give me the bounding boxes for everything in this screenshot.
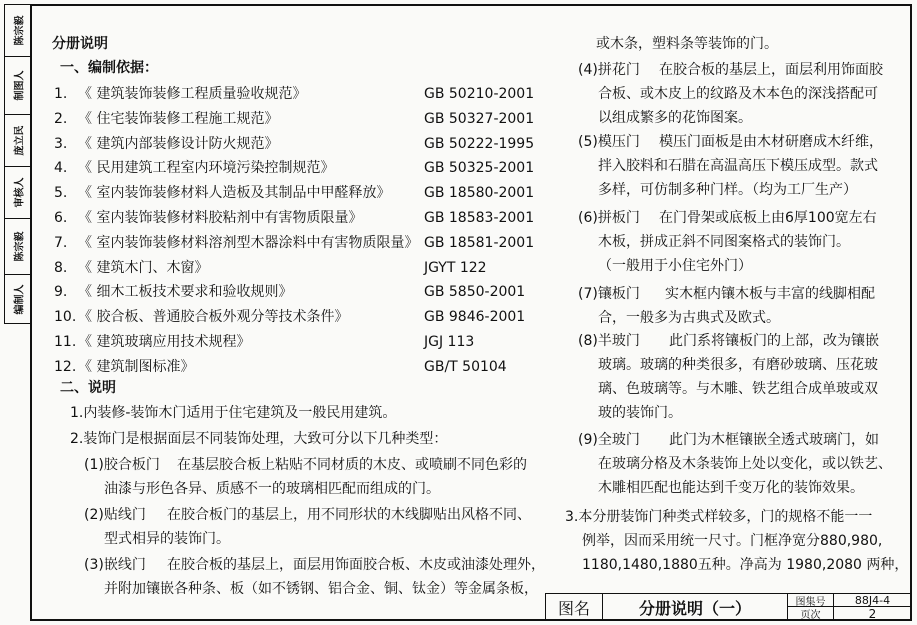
sidebar-strip xyxy=(4,4,30,324)
note-paragraph: 例举，因而采用统一尺寸。门框净宽分880,980, xyxy=(582,533,883,549)
note-paragraph: 1180,1480,1880五种。净高为 1980,2080 两种， xyxy=(582,557,909,573)
door-type-label: (7)镶板门 xyxy=(578,286,640,302)
standard-code: GB 50210-2001 xyxy=(424,86,535,102)
standard-title: 《 建筑玻璃应用技术规程》 xyxy=(78,334,251,350)
door-type-label: (6)拼板门 xyxy=(578,210,640,226)
door-type-text: 实木框内镶木板与丰富的线脚相配 xyxy=(665,286,875,302)
door-type-text: 拌入胶料和石腊在高温高压下模压成型。款式 xyxy=(598,158,878,174)
standard-title: 《 民用建筑工程室内环境污染控制规范》 xyxy=(78,160,335,176)
page-number: 2 xyxy=(868,606,877,621)
sidebar-label: 庞立民 xyxy=(14,125,25,156)
continued-text: 或木条，塑料条等装饰的门。 xyxy=(596,36,778,52)
door-type-label: (3)嵌线门 xyxy=(84,557,146,573)
standard-number: 11. xyxy=(54,334,77,350)
standard-title: 《 室内装饰装修材料溶剂型木器涂料中有害物质限量》 xyxy=(78,235,419,251)
door-type-text: 在门骨架或底板上由6厚100宽左右 xyxy=(659,210,877,226)
door-type-text: 并附加镶嵌各种条、板（如不锈钢、铝合金、铜、钛金）等金属条板， xyxy=(104,581,538,597)
section-heading: 分册说明 xyxy=(52,36,108,52)
door-type-label: (8)半玻门 xyxy=(578,333,640,349)
sidebar-label: 制图人 xyxy=(14,70,25,101)
standard-code: JGYT 122 xyxy=(424,260,487,276)
sidebar-cell xyxy=(5,275,30,324)
sidebar-cell xyxy=(5,167,30,219)
atlas-number-label: 图集号 xyxy=(788,594,834,607)
standard-number: 12. xyxy=(54,359,77,375)
door-type-text: 玻的装饰门。 xyxy=(598,405,682,421)
standard-code: GB 50222-1995 xyxy=(424,136,535,152)
sidebar-cell xyxy=(5,57,30,115)
standard-code: GB 50325-2001 xyxy=(424,160,535,176)
door-type-text: 多样，可仿制多种门样。（均为工厂生产） xyxy=(598,182,857,198)
standard-code: GB 18580-2001 xyxy=(424,185,535,201)
standard-number: 4. xyxy=(54,160,68,176)
door-type-text: 模压门面板是由木材研磨成木纤维， xyxy=(659,134,883,150)
title-block xyxy=(545,593,912,621)
standard-number: 5. xyxy=(54,185,68,201)
standard-code: GB 50327-2001 xyxy=(424,111,535,127)
door-type-text: 在胶合板的基层上，面层利用饰面胶 xyxy=(659,62,883,78)
standard-code: GB 18581-2001 xyxy=(424,235,535,251)
standard-number: 7. xyxy=(54,235,68,251)
door-type-label: (9)全玻门 xyxy=(578,432,640,448)
door-type-text: 合板、或木皮上的纹路及木本色的深浅搭配可 xyxy=(598,86,878,102)
standard-number: 9. xyxy=(54,284,68,300)
sidebar-label: 陈宗毅 xyxy=(14,15,25,46)
section-title-basis: 一、编制依据： xyxy=(60,60,158,76)
standard-title: 《 胶合板、普通胶合板外观分等技术条件》 xyxy=(78,309,349,325)
standard-title: 《 室内装饰装修材料胶粘剂中有害物质限量》 xyxy=(78,210,363,226)
door-type-text: 型式相异的装饰门。 xyxy=(104,531,230,547)
door-type-label: (4)拼花门 xyxy=(578,62,640,78)
door-type-label: (5)模压门 xyxy=(578,134,640,150)
door-type-text: 木板，拼成正斜不同图案格式的装饰门。 xyxy=(598,234,850,250)
door-type-text: 油漆与形色各异、质感不一的玻璃相匹配而组成的门。 xyxy=(104,481,440,497)
door-type-text: （一般用于小住宅外门） xyxy=(598,258,752,274)
note-paragraph: 1.内装修-装饰木门适用于住宅建筑及一般民用建筑。 xyxy=(70,405,397,421)
sidebar-label: 编制人 xyxy=(14,284,25,315)
standard-number: 6. xyxy=(54,210,68,226)
door-type-text: 在胶合板门的基层上，用不同形状的木线脚贴出风格不同、 xyxy=(167,507,531,523)
standard-title: 《 建筑内部装修设计防火规范》 xyxy=(78,136,279,152)
door-type-label: (2)贴线门 xyxy=(84,507,146,523)
standard-title: 《 建筑装饰装修工程质量验收规范》 xyxy=(78,86,307,102)
standard-code: GB 5850-2001 xyxy=(424,284,526,300)
standard-title: 《 住宅装饰装修工程施工规范》 xyxy=(78,111,279,127)
sidebar-label: 陈宗毅 xyxy=(14,231,25,262)
standard-number: 2. xyxy=(54,111,68,127)
standard-title: 《 建筑制图标准》 xyxy=(78,359,195,375)
sidebar-cell xyxy=(5,115,30,167)
standard-code: GB/T 50104 xyxy=(424,359,507,375)
door-type-text: 在玻璃分格及木条装饰上处以变化，或以铁艺、 xyxy=(598,456,892,472)
standard-code: JGJ 113 xyxy=(424,334,475,350)
standard-title: 《 室内装饰装修材料人造板及其制品中甲醛释放》 xyxy=(78,185,391,201)
door-type-text: 璃、色玻璃等。与木雕、铁艺组合成单玻或双 xyxy=(598,381,878,397)
standard-number: 1. xyxy=(54,86,68,102)
door-type-text: 合，一般多为古典式及欧式。 xyxy=(598,310,780,326)
note-paragraph: 3.本分册装饰门种类式样较多，门的规格不能一一 xyxy=(565,509,873,525)
standard-number: 8. xyxy=(54,260,68,276)
sidebar-cell xyxy=(5,219,30,275)
atlas-number: 88J4-4 xyxy=(834,594,911,607)
door-type-text: 玻璃。玻璃的种类很多，有磨砂玻璃、压花玻 xyxy=(598,357,878,373)
door-type-label: (1)胶合板门 xyxy=(84,457,160,473)
note-paragraph: 2.装饰门是根据面层不同装饰处理，大致可分以下几种类型： xyxy=(70,431,448,447)
door-type-text: 在基层胶合板上粘贴不同材质的木皮、或喷刷不同色彩的 xyxy=(177,457,527,473)
standard-code: GB 18583-2001 xyxy=(424,210,535,226)
sidebar-label: 审核人 xyxy=(14,177,25,208)
standard-code: GB 9846-2001 xyxy=(424,309,526,325)
door-type-text: 木雕相匹配也能达到千变万化的装饰效果。 xyxy=(598,480,864,496)
page-number-label: 页次 xyxy=(788,607,834,620)
title-label: 图名 xyxy=(546,594,603,620)
standard-number: 10. xyxy=(54,309,77,325)
door-type-text: 以组成繁多的花饰图案。 xyxy=(598,110,752,126)
door-type-text: 此门为木框镶嵌全透式玻璃门，如 xyxy=(669,432,879,448)
standard-number: 3. xyxy=(54,136,68,152)
standard-title: 《 细木工板技术要求和验收规则》 xyxy=(78,284,293,300)
door-type-text: 在胶合板的基层上，面层用饰面胶合板、木皮或油漆处理外， xyxy=(167,557,545,573)
section-title-notes: 二、说明 xyxy=(60,380,116,396)
sidebar-cell xyxy=(5,5,30,57)
door-type-text: 此门系将镶板门的上部，改为镶嵌 xyxy=(669,333,879,349)
drawing-title: 分册说明（一） xyxy=(603,594,788,620)
standard-title: 《 建筑木门、木窗》 xyxy=(78,260,209,276)
